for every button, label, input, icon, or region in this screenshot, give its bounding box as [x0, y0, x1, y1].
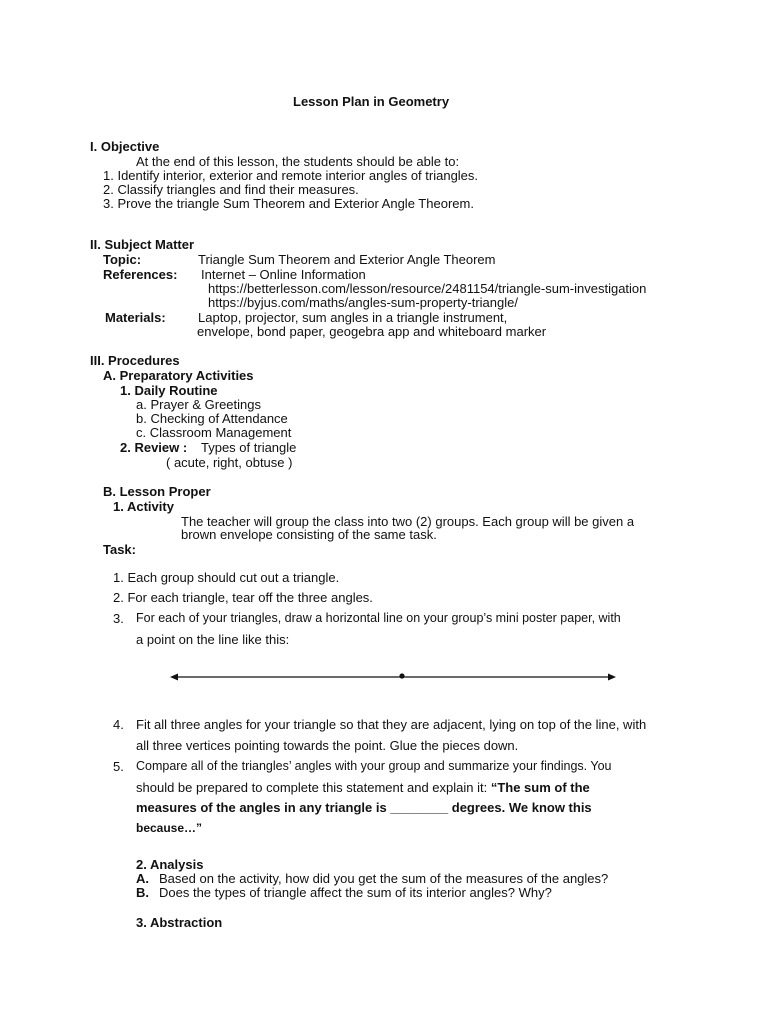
- task-item-5-statement-start: “The sum of the: [490, 780, 590, 795]
- objective-item-2: 2. Classify triangles and find their measures.: [103, 182, 359, 197]
- lesson-proper-heading: B. Lesson Proper: [103, 484, 211, 499]
- right-arrowhead: [608, 674, 616, 681]
- task-item-4-number: 4.: [113, 717, 124, 732]
- horizontal-line-figure: [168, 668, 618, 686]
- analysis-item-b-text: Does the types of triangle affect the sum of its interior angles? Why?: [159, 885, 552, 900]
- routine-item-1: a. Prayer & Greetings: [136, 397, 261, 412]
- references-label: References:: [103, 267, 178, 282]
- task-item-5-number: 5.: [113, 759, 124, 774]
- analysis-item-a-letter: A.: [136, 871, 149, 886]
- review-value: Types of triangle: [201, 440, 297, 455]
- routine-item-2: b. Checking of Attendance: [136, 411, 288, 426]
- reference-link-2[interactable]: https://byjus.com/maths/angles-sum-property-triangle/: [208, 295, 518, 310]
- task-item-3-line-2: a point on the line like this:: [136, 632, 290, 647]
- task-item-5-line-1: Compare all of the triangles’ angles with your group and summarize your findings. You: [136, 759, 612, 773]
- topic-value: Triangle Sum Theorem and Exterior Angle Theorem: [198, 252, 496, 267]
- abstraction-heading: 3. Abstraction: [136, 915, 223, 930]
- objective-intro: At the end of this lesson, the students should be able to:: [136, 154, 460, 169]
- activity-text-2: brown envelope consisting of the same task.: [181, 527, 437, 542]
- reference-link-1[interactable]: https://betterlesson.com/lesson/resource/2481154/triangle-sum-investigation: [208, 281, 647, 296]
- task-item-4-line-2: all three vertices pointing towards the point. Glue the pieces down.: [136, 738, 519, 753]
- procedures-heading: III. Procedures: [90, 353, 180, 368]
- objective-item-3: 3. Prove the triangle Sum Theorem and Exterior Angle Theorem.: [103, 196, 474, 211]
- line-point: [399, 673, 404, 678]
- analysis-item-b-letter: B.: [136, 885, 149, 900]
- analysis-heading: 2. Analysis: [136, 857, 204, 872]
- task-label: Task:: [103, 542, 136, 557]
- activity-heading: 1. Activity: [113, 499, 174, 514]
- task-item-5-line-2: [136, 780, 590, 795]
- topic-label: Topic:: [103, 252, 142, 267]
- objective-item-1: 1. Identify interior, exterior and remote interior angles of triangles.: [103, 168, 479, 183]
- task-item-5-line-2-text: should be prepared to complete this statement and explain it:: [136, 780, 491, 795]
- materials-line-2: envelope, bond paper, geogebra app and whiteboard marker: [197, 324, 547, 339]
- task-item-5-line-3: measures of the angles in any triangle is ________ degrees. We know this: [136, 800, 592, 815]
- left-arrowhead: [170, 674, 178, 681]
- objective-heading: I. Objective: [90, 139, 160, 154]
- review-sub: ( acute, right, obtuse ): [166, 455, 293, 470]
- task-item-4-line-1: Fit all three angles for your triangle so that they are adjacent, lying on top of the line, with: [136, 717, 647, 732]
- page-title: Lesson Plan in Geometry: [293, 94, 450, 109]
- materials-line-1: Laptop, projector, sum angles in a triangle instrument,: [198, 310, 508, 325]
- task-item-5-line-4: because…”: [136, 821, 203, 835]
- task-item-3-number: 3.: [113, 611, 124, 626]
- daily-routine-heading: 1. Daily Routine: [120, 383, 218, 398]
- analysis-item-a-text: Based on the activity, how did you get the sum of the measures of the angles?: [159, 871, 609, 886]
- task-item-3-line-1: For each of your triangles, draw a horizontal line on your group’s mini poster paper, with: [136, 611, 621, 625]
- preparatory-heading: A. Preparatory Activities: [103, 368, 254, 383]
- task-item-2: 2. For each triangle, tear off the three angles.: [113, 590, 373, 605]
- task-item-1: 1. Each group should cut out a triangle.: [113, 570, 340, 585]
- routine-item-3: c. Classroom Management: [136, 425, 292, 440]
- materials-label: Materials:: [105, 310, 166, 325]
- reference-item-1: Internet – Online Information: [201, 267, 366, 282]
- review-label: 2. Review :: [120, 440, 188, 455]
- activity-text-1: The teacher will group the class into two (2) groups. Each group will be given a: [181, 514, 635, 529]
- subject-matter-heading: II. Subject Matter: [90, 237, 195, 252]
